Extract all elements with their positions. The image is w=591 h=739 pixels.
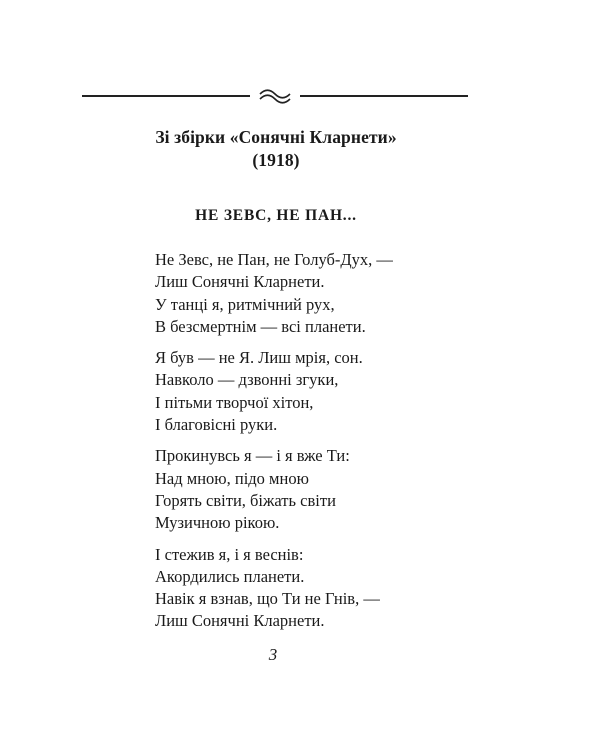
collection-heading (0, 126, 552, 172)
page-number: 3 (268, 645, 278, 664)
ornamental-divider (82, 86, 468, 106)
poem-body (155, 249, 393, 642)
divider-line-right (300, 95, 468, 97)
poem-line: Навколо — дзвонні згуки, (155, 370, 339, 390)
poem-line: І пітьми творчої хітон, (155, 392, 314, 412)
stanza (155, 544, 393, 633)
collection-title: Зі збірки «Сонячні Кларнети» (155, 127, 397, 147)
stanza (155, 445, 393, 534)
poem-line: В безсмертнім — всі планети. (155, 316, 366, 336)
poem-line: У танці я, ритмічний рух, (155, 294, 335, 314)
poem-line: Я був — не Я. Лиш мрія, сон. (155, 348, 363, 368)
tilde-ornament-icon (257, 87, 293, 105)
poem-line: Не Зевс, не Пан, не Голуб-Дух, — (155, 250, 393, 269)
poem-line: І стежив я, і я веснів: (155, 544, 304, 564)
poem-line: Музичною рікою. (155, 513, 280, 533)
poem-line: Лиш Сонячні Кларнети. (155, 272, 325, 292)
poem-line: Акордились планети. (155, 566, 305, 586)
poem-line: Над мною, підо мною (155, 468, 309, 488)
divider-line-left (82, 95, 250, 97)
poem-line: Прокинувсь я — і я вже Ти: (155, 446, 350, 466)
poem-line: Навік я взнав, що Ти не Гнів, — (155, 589, 380, 609)
stanza (155, 249, 393, 338)
poem-title: НЕ ЗЕВС, НЕ ПАН... (195, 207, 357, 224)
stanza (155, 347, 393, 436)
poem-line: І благовісні руки. (155, 415, 278, 435)
poem-line: Горять світи, біжать світи (155, 490, 336, 510)
poem-line: Лиш Сонячні Кларнети. (155, 611, 325, 631)
collection-year: (1918) (252, 150, 300, 170)
